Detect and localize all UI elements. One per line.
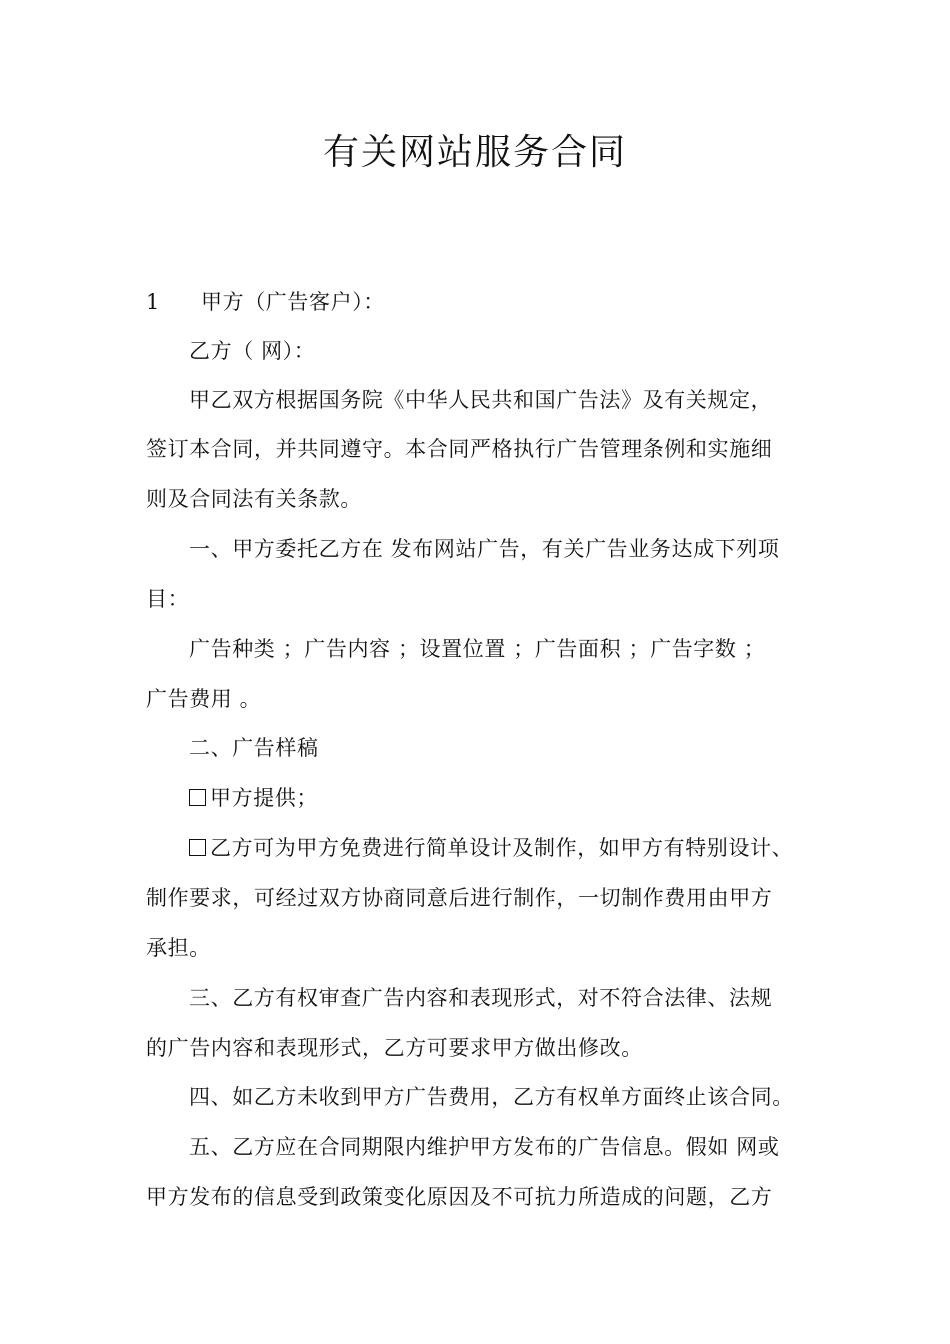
checkbox-option-b[interactable]	[189, 839, 206, 856]
paragraph-number: 1	[146, 290, 160, 314]
intro-line-2: 签订本合同，并共同遵守。本合同严格执行广告管理条例和实施细	[146, 437, 773, 461]
ad-items-line-2: 广告费用 。	[146, 687, 262, 711]
clause-5-line-2: 甲方发布的信息受到政策变化原因及不可抗力所造成的问题，乙方	[146, 1185, 773, 1209]
intro-line-3: 则及合同法有关条款。	[146, 487, 362, 511]
party-a-text: 甲方（广告客户）：	[201, 290, 385, 314]
ad-items-line-1: 广告种类 ；广告内容 ；设置位置 ；广告面积 ；广告字数 ；	[189, 637, 766, 661]
clause-4-line: 四、如乙方未收到甲方广告费用，乙方有权单方面终止该合同。	[189, 1085, 794, 1109]
option-b-line-2: 制作要求，可经过双方协商同意后进行制作，一切制作费用由甲方	[146, 886, 773, 910]
clause-3-line-1: 三、乙方有权审查广告内容和表现形式，对不符合法律、法规	[189, 986, 773, 1010]
option-b-line-3: 承担。	[146, 936, 211, 960]
checkbox-option-a[interactable]	[189, 789, 206, 806]
intro-line-1: 甲乙双方根据国务院《中华人民共和国广告法》及有关规定，	[189, 388, 773, 412]
party-b-line: 乙方（ 网）：	[189, 339, 316, 363]
option-b-line-1	[189, 833, 879, 863]
clause-1-line-2: 目：	[146, 587, 190, 611]
document-title: 有关网站服务合同	[322, 132, 627, 173]
option-a-text: 甲方提供；	[210, 786, 318, 810]
clause-1-line-1: 一、甲方委托乙方在 发布网站广告，有关广告业务达成下列项	[189, 537, 780, 561]
option-b-text: 乙方可为甲方免费进行简单设计及制作，如甲方有特别设计、	[210, 836, 794, 860]
clause-2-heading: 二、广告样稿	[189, 736, 319, 760]
clause-3-line-2: 的广告内容和表现形式，乙方可要求甲方做出修改。	[146, 1036, 643, 1060]
option-a-line	[189, 783, 879, 813]
party-a-line	[146, 287, 836, 317]
clause-5-line-1: 五、乙方应在合同期限内维护甲方发布的广告信息。假如 网或	[189, 1135, 780, 1159]
